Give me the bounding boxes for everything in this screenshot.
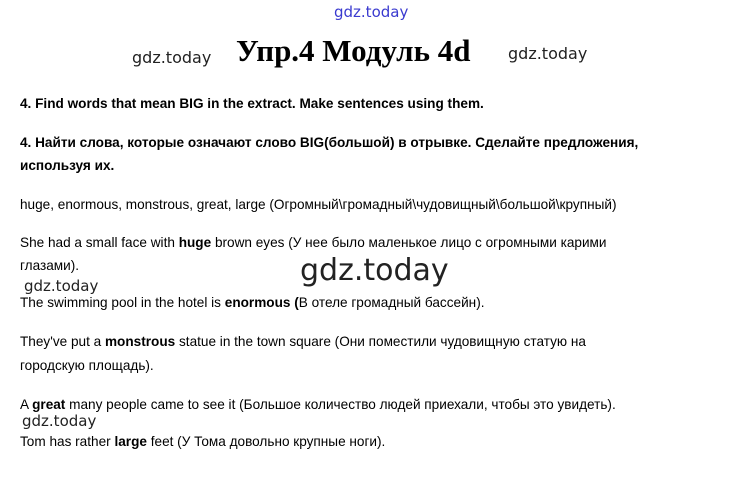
sentence-text: They've put a: [20, 334, 105, 349]
sentence-text: brown eyes (У нее было маленькое лицо с огромными карими: [211, 235, 607, 250]
sentence-text: В отеле громадный бассейн).: [298, 295, 485, 310]
keyword: great: [32, 397, 66, 412]
sentence-monstrous: [20, 334, 586, 349]
sentence-text: A: [20, 397, 33, 412]
task-english: 4. Find words that mean BIG in the extract. Make sentences using them.: [20, 96, 484, 111]
sentence-text: She had a small face with: [20, 235, 179, 250]
page-title: Упр.4 Модуль 4d: [236, 33, 471, 68]
sentence-great: [20, 397, 616, 412]
sentence-monstrous-cont: городскую площадь).: [20, 358, 154, 373]
task-russian-line1: 4. Найти слова, которые означают слово BIG(большой) в отрывке. Сделайте предложения,: [20, 135, 639, 150]
sentence-text: feet (У Тома довольно крупные ноги).: [146, 434, 386, 449]
word-list: huge, enormous, monstrous, great, large (Огромный\громадный\чудовищный\большой\крупный): [20, 197, 617, 212]
sentence-text: many people came to see it (Большое количество людей приехали, чтобы это увидеть).: [65, 397, 616, 412]
keyword: monstrous: [104, 334, 176, 349]
keyword: large: [114, 434, 147, 449]
sentence-text: Tom has rather: [20, 434, 115, 449]
sentence-huge-cont: глазами).: [20, 258, 80, 273]
watermark-top: gdz.today: [334, 3, 409, 21]
watermark-bottom: gdz.today: [22, 412, 97, 430]
keyword: enormous (: [224, 295, 299, 310]
sentence-text: The swimming pool in the hotel is: [20, 295, 225, 310]
sentence-large: [20, 434, 385, 449]
watermark-left: gdz.today: [132, 48, 212, 67]
sentence-enormous: [20, 295, 485, 310]
task-russian-line2: используя их.: [20, 158, 115, 173]
sentence-text: statue in the town square (Они поместили чудовищную статую на: [175, 334, 586, 349]
watermark-mid: gdz.today: [24, 277, 99, 295]
watermark-right: gdz.today: [508, 44, 588, 63]
watermark-center: gdz.today: [300, 253, 449, 288]
keyword: huge: [178, 235, 212, 250]
sentence-huge: [20, 235, 607, 250]
